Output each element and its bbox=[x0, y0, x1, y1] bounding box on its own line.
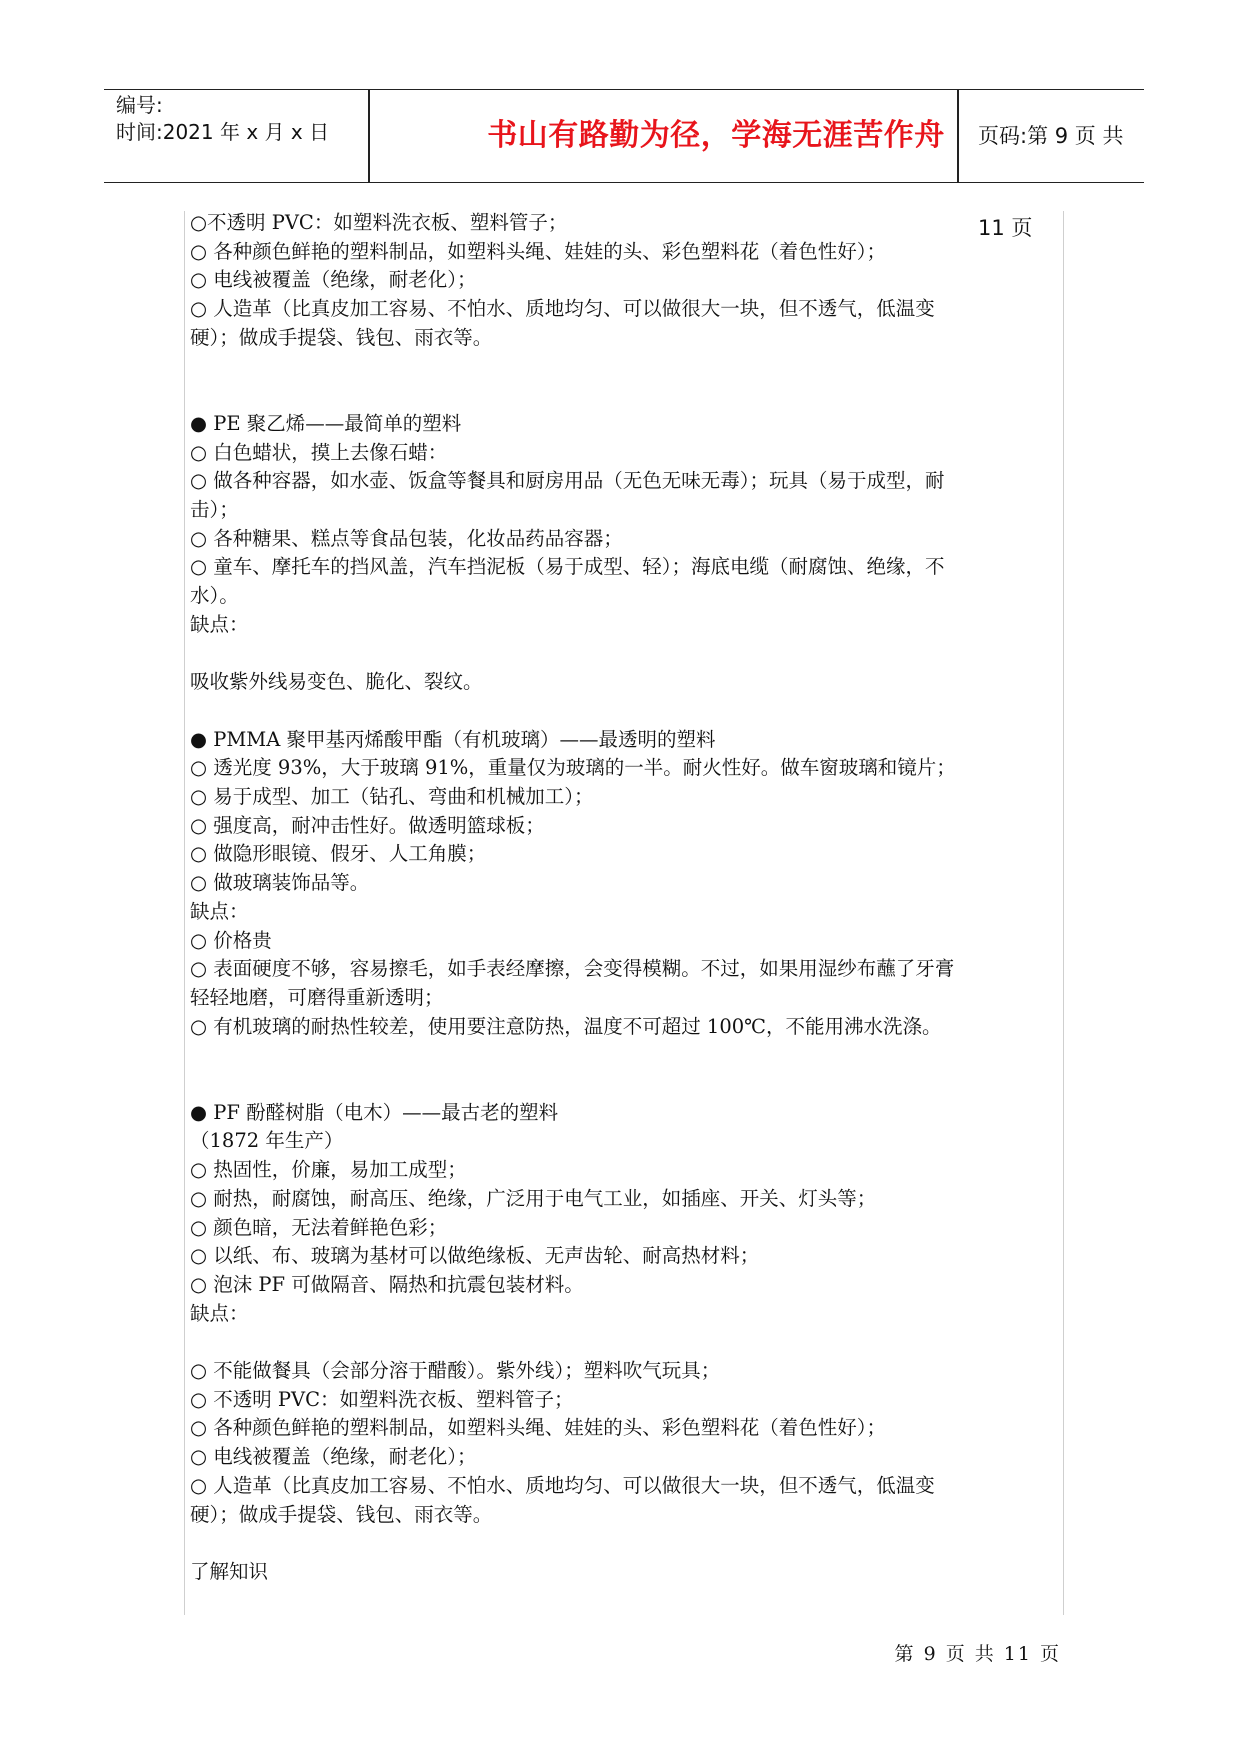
date-line: 时间:2021 年 x 月 x 日 bbox=[116, 120, 330, 144]
text-line: ○ 易于成型、加工（钻孔、弯曲和机械加工）； bbox=[190, 785, 594, 808]
text-line: ○ 强度高，耐冲击性好。做透明篮球板； bbox=[190, 813, 545, 837]
text-line bbox=[190, 640, 1062, 669]
text-line: ○ 人造革（比真皮加工容易、不怕水、质地均匀、可以做很大一块，但不透气，低温变 bbox=[190, 297, 935, 321]
text-line: 缺点： bbox=[190, 612, 249, 636]
text-line bbox=[190, 697, 1062, 726]
text-line: ○ 电线被覆盖（绝缘，耐老化）； bbox=[190, 1445, 477, 1469]
document-body bbox=[190, 209, 1062, 1587]
text-line: ○ 各种糖果、糕点等食品包装，化妆品药品容器； bbox=[190, 526, 623, 550]
text-line: 击）； bbox=[190, 498, 239, 521]
header-meta bbox=[116, 92, 329, 146]
header-divider-right bbox=[957, 90, 959, 182]
header-motto: 书山有路勤为径，学海无涯苦作舟 bbox=[487, 118, 945, 153]
serial-number-label: 编号: bbox=[116, 93, 163, 117]
text-line: ○ 做隐形眼镜、假牙、人工角膜； bbox=[190, 842, 487, 866]
text-line: ○ 白色蜡状，摸上去像石蜡： bbox=[190, 440, 448, 464]
text-line: ● PMMA 聚甲基丙烯酸甲酯（有机玻璃）——最透明的塑料 bbox=[190, 727, 716, 751]
text-line: ○ 有机玻璃的耐热性较差，使用要注意防热，温度不可超过 100℃，不能用沸水洗涤。 bbox=[190, 1014, 942, 1038]
text-line: ○ 各种颜色鲜艳的塑料制品，如塑料头绳、娃娃的头、彩色塑料花（着色性好）； bbox=[190, 1416, 886, 1440]
text-line: 轻轻地磨，可磨得重新透明； bbox=[190, 985, 444, 1009]
text-line: ○ 透光度 93%，大于玻璃 91%，重量仅为玻璃的一半。耐火性好。做车窗玻璃和镜片； bbox=[190, 756, 956, 780]
text-line: ○ 颜色暗，无法着鲜艳色彩； bbox=[190, 1215, 448, 1239]
text-line: ○ 电线被覆盖（绝缘，耐老化）； bbox=[190, 268, 477, 292]
header-divider-left bbox=[368, 90, 370, 182]
text-line: ○ 童车、摩托车的挡风盖，汽车挡泥板（易于成型、轻）；海底电缆（耐腐蚀、绝缘，不 bbox=[190, 555, 945, 579]
text-line: ○ 不能做餐具（会部分溶于醋酸）。紫外线）；塑料吹气玩具； bbox=[190, 1359, 721, 1383]
text-line: 了解知识 bbox=[190, 1559, 269, 1583]
text-line: ● PE 聚乙烯——最简单的塑料 bbox=[190, 411, 462, 435]
text-line: ○ 人造革（比真皮加工容易、不怕水、质地均匀、可以做很大一块，但不透气，低温变 bbox=[190, 1473, 935, 1497]
text-line: ○ 表面硬度不够，容易擦毛，如手表经摩擦，会变得模糊。不过，如果用湿纱布蘸了牙膏 bbox=[190, 957, 955, 981]
text-line: ○ 价格贵 bbox=[190, 928, 272, 952]
text-line: 水）。 bbox=[190, 584, 239, 608]
text-line: ○ 不透明 PVC：如塑料洗衣板、塑料管子； bbox=[190, 1387, 574, 1411]
text-line bbox=[190, 1070, 1062, 1099]
text-line bbox=[190, 1041, 1062, 1070]
text-line: 硬）；做成手提袋、钱包、雨衣等。 bbox=[190, 325, 493, 349]
text-line bbox=[190, 353, 1062, 382]
text-line: ○ 泡沫 PF 可做隔音、隔热和抗震包装材料。 bbox=[190, 1272, 584, 1296]
text-line: 缺点： bbox=[190, 899, 249, 923]
text-line: 吸收紫外线易变色、脆化、裂纹。 bbox=[190, 670, 483, 694]
text-line: 缺点： bbox=[190, 1301, 249, 1325]
text-line: ○ 热固性，价廉，易加工成型； bbox=[190, 1158, 467, 1182]
text-line: ○不透明 PVC：如塑料洗衣板、塑料管子； bbox=[190, 211, 568, 234]
text-line: 硬）；做成手提袋、钱包、雨衣等。 bbox=[190, 1502, 493, 1526]
text-line bbox=[190, 1529, 1062, 1558]
text-line: （1872 年生产） bbox=[190, 1129, 344, 1153]
text-line bbox=[190, 1328, 1062, 1357]
text-line: ● PF 酚醛树脂（电木）——最古老的塑料 bbox=[190, 1100, 559, 1124]
text-line: ○ 做各种容器，如水壶、饭盒等餐具和厨房用品（无色无味无毒）；玩具（易于成型，耐 bbox=[190, 469, 945, 493]
header-page-info: 页码:第 9 页 共 11 页 bbox=[978, 124, 1124, 240]
text-line bbox=[190, 381, 1062, 410]
text-line: ○ 各种颜色鲜艳的塑料制品，如塑料头绳、娃娃的头、彩色塑料花（着色性好）； bbox=[190, 239, 886, 263]
text-line: ○ 耐热，耐腐蚀，耐高压、绝缘，广泛用于电气工业，如插座、开关、灯头等； bbox=[190, 1186, 877, 1210]
page-footer: 第 9 页 共 11 页 bbox=[894, 1643, 1061, 1665]
text-line: ○ 做玻璃装饰品等。 bbox=[190, 871, 370, 895]
text-line: ○ 以纸、布、玻璃为基材可以做绝缘板、无声齿轮、耐高热材料； bbox=[190, 1244, 760, 1268]
